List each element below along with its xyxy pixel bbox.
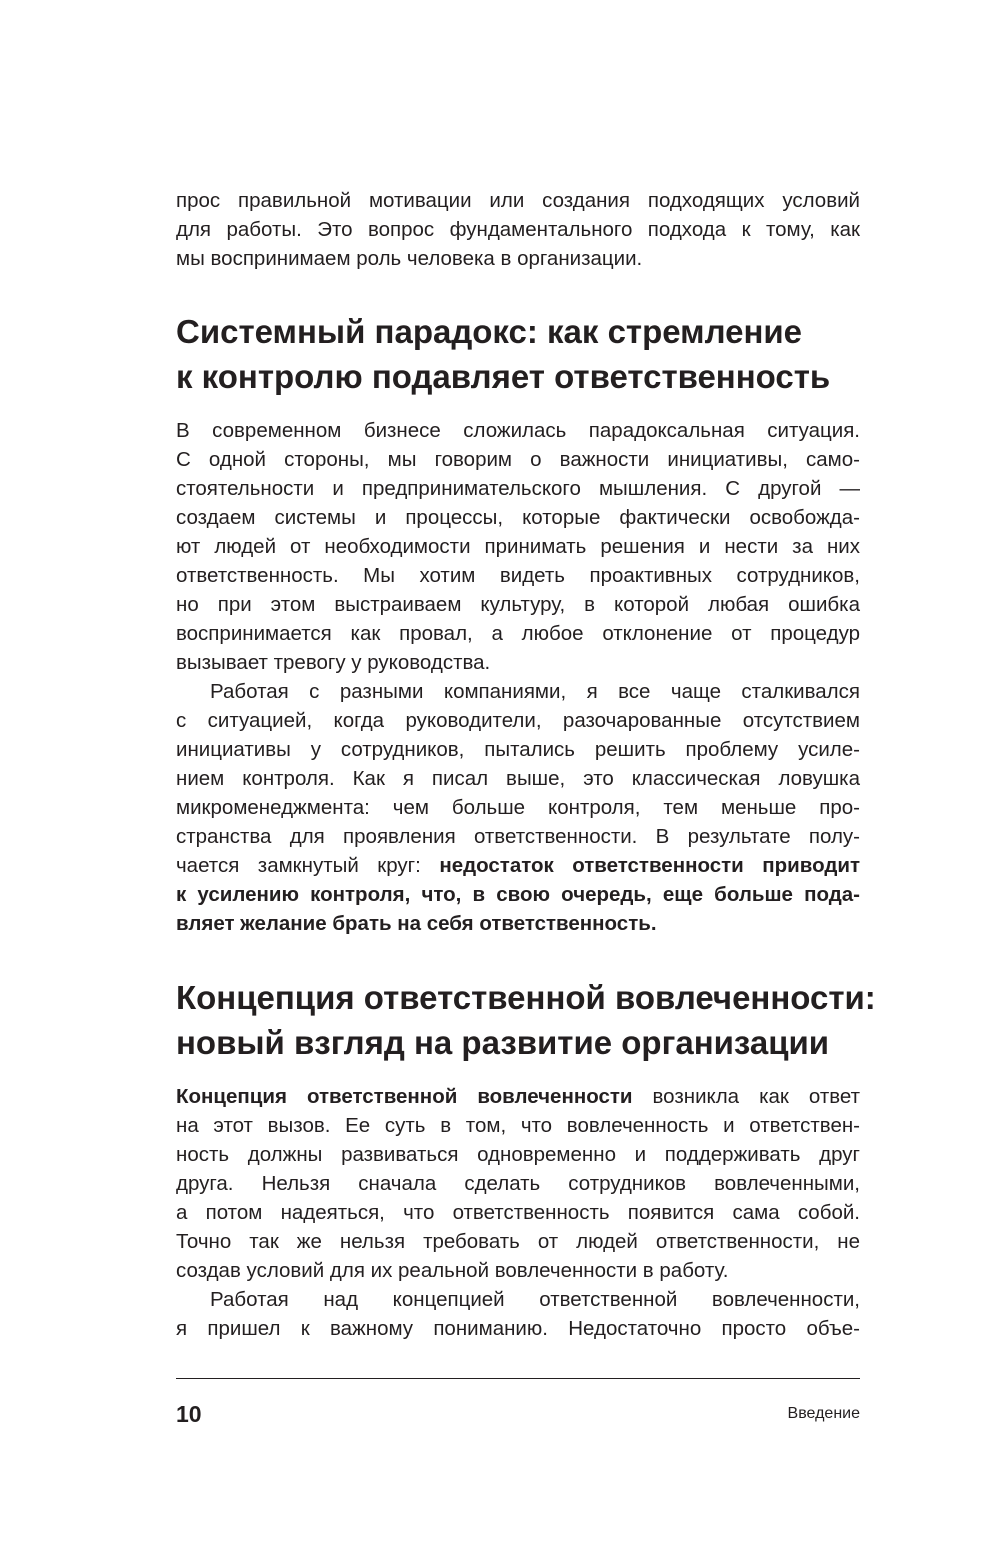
body-line: создав условий для их реальной вовлеченности в работу. [176, 1259, 729, 1282]
body-line: Работая с разными компаниями, я все чаще сталкивался [210, 680, 860, 703]
body-line: нием контроля. Как я писал выше, это классическая ловушка [176, 767, 860, 790]
intro-line: для работы. Это вопрос фундаментального подхода к тому, как [176, 218, 860, 241]
plain-text: чается замкнутый круг: [176, 854, 440, 877]
body-line: микроменеджмента: чем больше контроля, тем меньше про- [176, 796, 860, 819]
body-line: я пришел к важному пониманию. Недостаточно просто объе- [176, 1317, 860, 1340]
section-heading: новый взгляд на развитие организации [176, 1024, 830, 1061]
intro-line: прос правильной мотивации или создания подходящих условий [176, 189, 860, 212]
section-heading: Концепция ответственной вовлеченности: [176, 979, 876, 1016]
body-line-mixed [176, 1082, 860, 1111]
section-heading: к контролю подавляет ответственность [176, 358, 831, 395]
body-line: В современном бизнесе сложилась парадоксальная ситуация. [176, 419, 860, 442]
body-line: С одной стороны, мы говорим о важности инициативы, само- [176, 448, 860, 471]
intro-line: мы воспринимаем роль человека в организации. [176, 247, 643, 270]
bold-line: к усилению контроля, что, в свою очередь, еще больше пода- [176, 883, 860, 906]
bold-line: вляет желание брать на себя ответственность. [176, 912, 657, 935]
body-line: ответственность. Мы хотим видеть проактивных сотрудников, [176, 564, 860, 587]
body-line: но при этом выстраиваем культуру, в которой любая ошибка [176, 593, 860, 616]
body-line: вызывает тревогу у руководства. [176, 651, 491, 674]
body-line: воспринимается как провал, а любое отклонение от процедур [176, 622, 860, 645]
body-line: а потом надеяться, что ответственность появится сама собой. [176, 1201, 860, 1224]
body-line: ют людей от необходимости принимать решения и нести за них [176, 535, 860, 558]
body-line: на этот вызов. Ее суть в том, что вовлеченность и ответствен- [176, 1114, 860, 1137]
body-line: Работая над концепцией ответственной вовлеченности, [210, 1288, 860, 1311]
plain-text: возникла как ответ [632, 1085, 860, 1108]
body-line: ность должны развиваться одновременно и поддерживать друг [176, 1143, 860, 1166]
body-line: создаем системы и процессы, которые фактически освобожда- [176, 506, 860, 529]
footer-divider [176, 1378, 860, 1379]
page-number: 10 [176, 1401, 202, 1427]
body-line: стоятельности и предпринимательского мышления. С другой — [176, 477, 860, 500]
running-footer-title: Введение [787, 1405, 860, 1422]
body-line-mixed [176, 851, 860, 880]
body-line: Точно так же нельзя требовать от людей ответственности, не [176, 1230, 860, 1253]
bold-text: Концепция ответственной вовлеченности [176, 1085, 633, 1108]
body-line: инициативы у сотрудников, пытались решить проблему усиле- [176, 738, 860, 761]
body-line: странства для проявления ответственности. В результате полу- [176, 825, 860, 848]
body-line: с ситуацией, когда руководители, разочарованные отсутствием [176, 709, 860, 732]
body-line: друга. Нельзя сначала сделать сотрудников вовлеченными, [176, 1172, 860, 1195]
bold-text: недостаток ответственности приводит [439, 854, 860, 877]
section-heading: Системный парадокс: как стремление [176, 313, 803, 350]
